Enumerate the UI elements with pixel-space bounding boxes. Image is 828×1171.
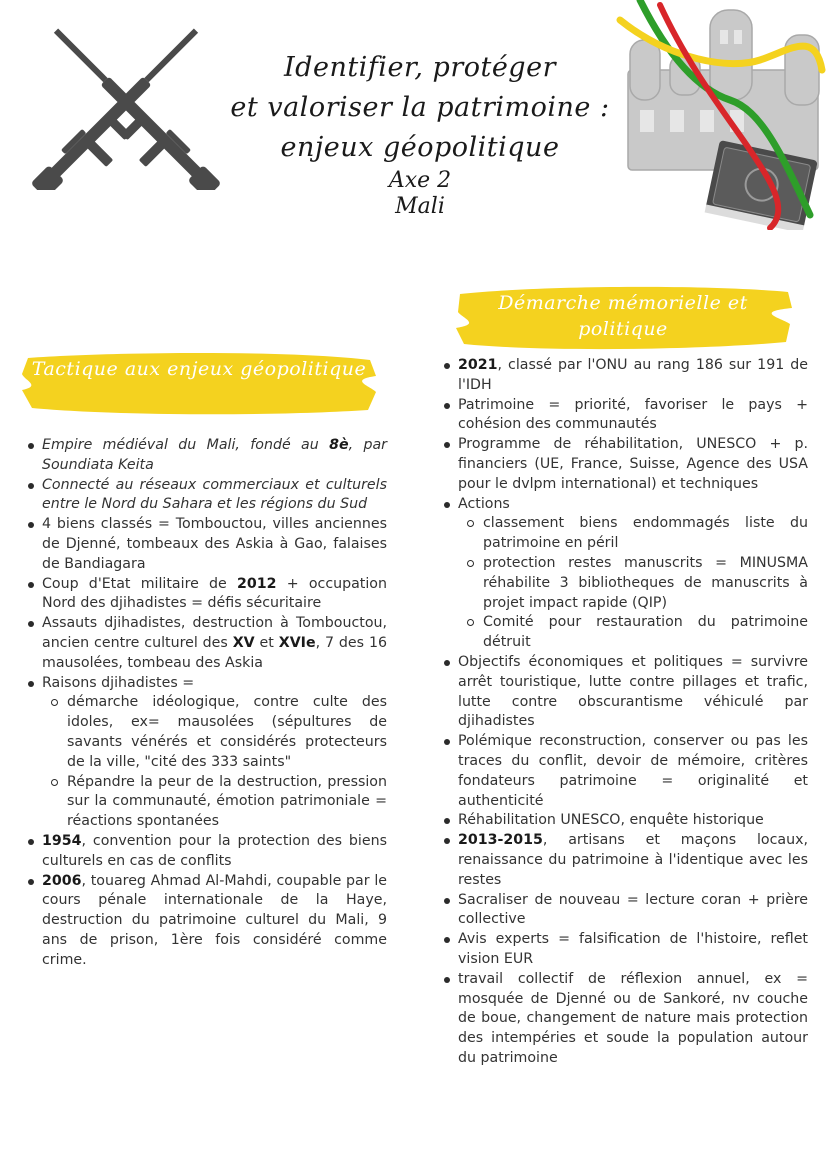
text-segment: Objectifs économiques et politiques = survivre arrêt touristique, lutte contre pillages et trafic, lutte contre obscurantisme véhiculé par djihadistes xyxy=(458,653,808,730)
list-item xyxy=(24,832,387,872)
sub-list-item xyxy=(42,773,387,832)
text-segment: 2021 xyxy=(458,357,498,373)
text-segment: et xyxy=(254,634,279,651)
sub-list-item xyxy=(458,514,808,554)
text-segment: démarche idéologique, contre culte des idoles, ex= mausolées (sépultures de savants vénérés et considérés protecteurs de la ville, "cité des 333 saints" xyxy=(67,694,387,770)
list-item xyxy=(24,614,387,673)
sub-list-item xyxy=(458,554,808,613)
text-segment: , 7 des 16 mausolées, tombeau des Askia xyxy=(42,634,388,671)
list-item xyxy=(440,811,808,831)
text-segment: Réhabilitation UNESCO, enquête historique xyxy=(458,812,764,829)
country-label: Mali xyxy=(395,194,445,219)
list-item xyxy=(440,495,808,653)
text-segment: , par Soundiata Keita xyxy=(42,437,387,473)
text-segment: Polémique reconstruction, conserver ou pas les traces du conflit, devoir de mémoire, critères fondateurs patrimoine = originalité et authenticité xyxy=(458,733,808,809)
text-segment: , convention pour la protection des biens culturels en cas de conflits xyxy=(42,832,387,869)
title-line-1: Identifier, protéger xyxy=(284,52,556,83)
left-column xyxy=(24,436,387,971)
text-segment: 2012 xyxy=(237,575,277,592)
text-segment: travail collectif de réflexion annuel, ex = mosquée de Djenné ou de Sankoré, nv couche de boue, changement de nature mais protection des intempéries et soude la population autour du patrimoine xyxy=(458,970,808,1066)
sub-list xyxy=(42,693,387,832)
list-item xyxy=(440,653,808,732)
title-line-2: et valoriser la patrimoine : xyxy=(230,92,610,123)
right-heading-brush xyxy=(452,284,794,354)
text-segment: protection restes manuscrits = MINUSMA réhabilite 3 bibliotheques de manuscrits à projet impact rapide (QIP) xyxy=(483,554,808,611)
text-segment: 4 biens classés = Tombouctou, villes anciennes de Djenné, tombeaux des Askia à Gao, falaises de Bandiagara xyxy=(42,516,387,572)
list-item xyxy=(24,575,387,615)
text-segment: , artisans et maçons locaux, renaissance du patrimoine à l'identique avec les restes xyxy=(458,832,808,888)
text-segment: 2013-2015 xyxy=(458,832,543,849)
text-segment: Programme de réhabilitation, UNESCO + p. financiers (UE, France, Suisse, Agence des USA pour le dvlpm international) et techniques xyxy=(458,436,808,492)
text-segment: classement biens endommagés liste du patrimoine en péril xyxy=(483,515,808,552)
list-item xyxy=(24,515,387,574)
text-segment: Connecté au réseaux commerciaux et culturels entre le Nord du Sahara et les régions du Sud xyxy=(42,476,387,513)
text-segment: Coup d'Etat militaire de xyxy=(42,575,237,592)
title-line-3: enjeux géopolitique xyxy=(280,132,560,163)
sub-list xyxy=(458,514,808,653)
text-segment: Patrimoine = priorité, favoriser le pays + cohésion des communautés xyxy=(458,396,808,433)
text-segment: 8è xyxy=(329,437,349,453)
text-segment: + occupation Nord des djihadistes = défis sécuritaire xyxy=(42,575,387,612)
right-column xyxy=(440,356,808,1069)
text-segment: Répandre la peur de la destruction, pression sur la communauté, émotion patrimoniale = réactions spontanées xyxy=(67,773,387,830)
list-item xyxy=(440,732,808,811)
text-segment: , touareg Ahmad Al-Mahdi, coupable par le cours pénale internationale de la Haye, destruction du patrimoine culturel du Mali, 9 ans de prison, 1ère fois considéré comme crime. xyxy=(42,872,387,968)
text-segment: Assauts djihadistes, destruction à Tombouctou, ancien centre culturel des xyxy=(42,615,387,651)
text-segment: 1954 xyxy=(42,832,82,849)
list-item xyxy=(440,930,808,970)
right-section-heading: Démarche mémorielle et politique xyxy=(498,292,748,340)
sub-list-item xyxy=(42,693,387,772)
list-item xyxy=(24,674,387,832)
text-segment: , classé par l'ONU au rang 186 sur 191 de l'IDH xyxy=(458,357,808,393)
text-segment: Avis experts = falsification de l'histoire, reflet vision EUR xyxy=(458,931,808,967)
title-block xyxy=(230,48,610,220)
text-segment: XVIe xyxy=(278,634,316,651)
left-bullet-list xyxy=(24,436,387,971)
list-item xyxy=(24,872,387,971)
left-heading-brush xyxy=(18,350,380,418)
text-segment: Sacraliser de nouveau = lecture coran + prière collective xyxy=(458,891,808,928)
axe-label: Axe 2 xyxy=(388,168,452,193)
list-item xyxy=(24,436,387,476)
text-segment: Actions xyxy=(458,495,510,512)
list-item xyxy=(440,435,808,494)
text-segment: Comité pour restauration du patrimoine détruit xyxy=(483,614,808,651)
sub-list-item xyxy=(458,613,808,653)
mali-heritage-mosque-book-icon xyxy=(610,0,828,234)
left-section-heading: Tactique aux enjeux géopolitique xyxy=(31,358,367,380)
list-item xyxy=(24,476,387,516)
list-item xyxy=(440,356,808,396)
crossed-rifles-icon xyxy=(6,10,246,194)
text-segment: Empire médiéval du Mali, fondé au xyxy=(42,437,330,453)
list-item xyxy=(440,396,808,436)
list-item xyxy=(440,831,808,890)
text-segment: 2006 xyxy=(42,872,82,889)
list-item xyxy=(440,891,808,931)
text-segment: Raisons djihadistes = xyxy=(42,674,195,691)
text-segment: XV xyxy=(232,634,255,651)
right-bullet-list xyxy=(440,356,808,1069)
list-item xyxy=(440,970,808,1069)
